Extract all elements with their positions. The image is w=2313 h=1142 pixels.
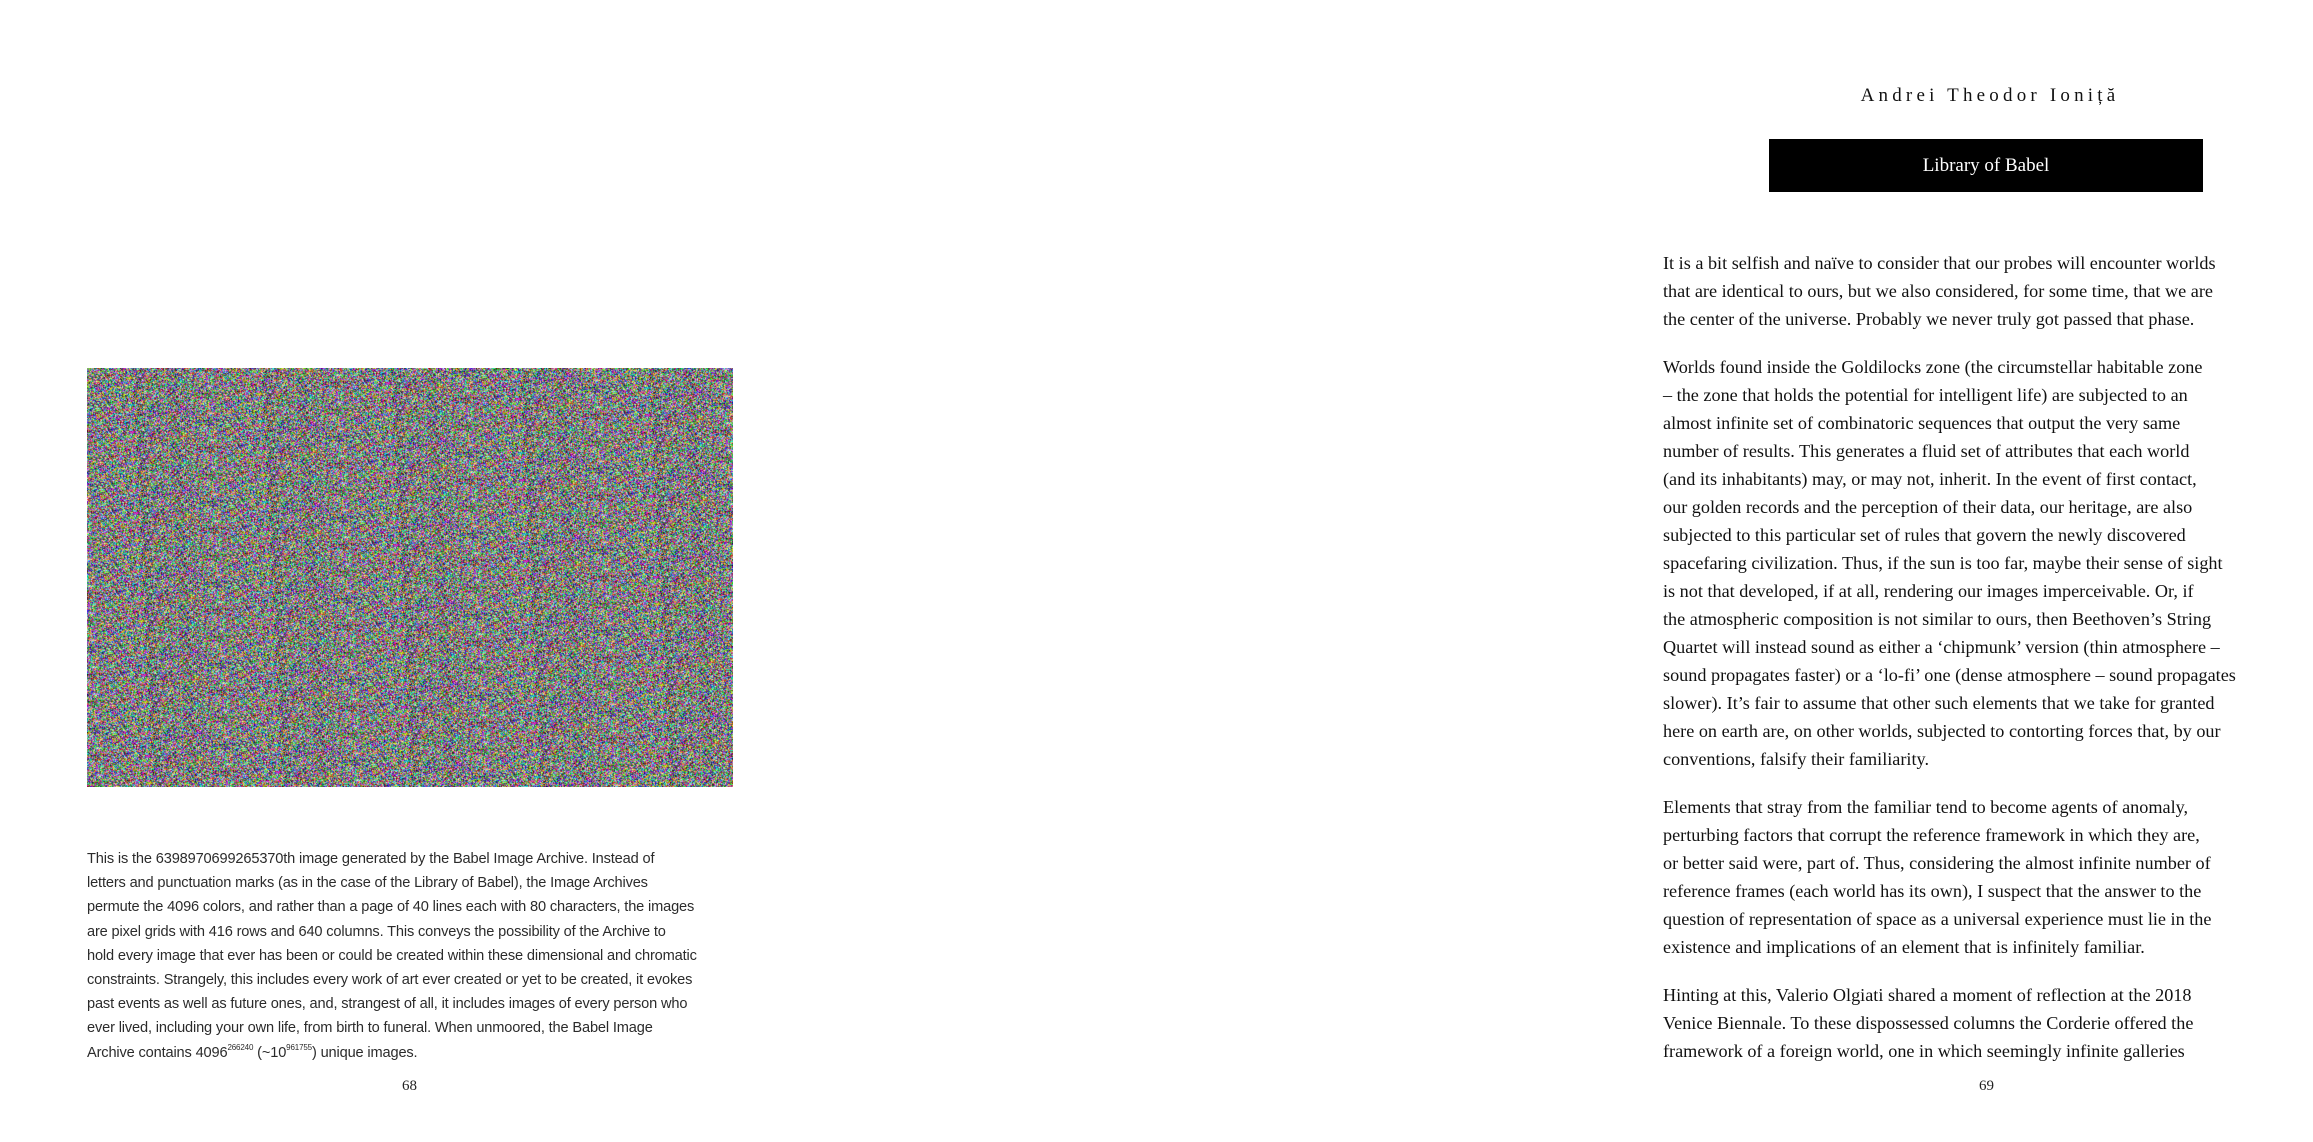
body-line: that are identical to ours, but we also considered, for some time, that we are [1663, 281, 2213, 301]
body-paragraph [1663, 793, 2313, 961]
body-line: Quartet will instead sound as either a ‘chipmunk’ version (thin atmosphere – [1663, 637, 2220, 657]
body-line: (and its inhabitants) may, or may not, inherit. In the event of first contact, [1663, 469, 2197, 489]
body-line: sound propagates faster) or a ‘lo-fi’ one (dense atmosphere – sound propagates [1663, 665, 2236, 685]
caption-line: constraints. Strangely, this includes every work of art ever created or yet to be created, it evokes [87, 972, 693, 989]
right-page [796, 0, 2236, 1142]
caption-line: ever lived, including your own life, from birth to funeral. When unmoored, the Babel Image [87, 1020, 653, 1037]
caption-line: permute the 4096 colors, and rather than a page of 40 lines each with 80 characters, the images [87, 899, 695, 916]
body-line: or better said were, part of. Thus, considering the almost infinite number of [1663, 853, 2211, 873]
body-line: slower). It’s fair to assume that other such elements that we take for granted [1663, 693, 2215, 713]
noise-canvas [87, 368, 733, 787]
body-line: Elements that stray from the familiar tend to become agents of anomaly, [1663, 797, 2189, 817]
body-line: question of representation of space as a universal experience must lie in the [1663, 909, 2212, 929]
caption-last-line: Archive contains $4096^{266240}$ $(\sim 10^{961755})$ unique images. [87, 1042, 418, 1061]
body-line: perturbing factors that corrupt the reference framework in which they are, [1663, 825, 2200, 845]
body-line: existence and implications of an element that is infinitely familiar. [1663, 937, 2145, 957]
left-page [0, 0, 796, 1142]
page-number-right: 69 [1979, 1078, 1994, 1094]
image-caption [87, 847, 735, 1065]
section-title-label: Library of Babel [1922, 154, 2050, 176]
body-line: It is a bit selfish and naïve to consider that our probes will encounter worlds [1663, 253, 2216, 273]
body-line: Hinting at this, Valerio Olgiati shared a moment of reflection at the 2018 [1663, 985, 2192, 1005]
body-line: the atmospheric composition is not similar to ours, then Beethoven’s String [1663, 609, 2212, 629]
babel-noise-image [87, 368, 733, 787]
body-line: subjected to this particular set of rules that govern the newly discovered [1663, 525, 2186, 545]
body-paragraph [1663, 249, 2313, 333]
section-title [1769, 139, 2203, 192]
body-text [1663, 249, 2313, 1085]
body-line: Venice Biennale. To these dispossessed columns the Corderie offered the [1663, 1013, 2194, 1033]
caption-line: This is the 6398970699265370th image generated by the Babel Image Archive. Instead of [87, 851, 655, 867]
body-line: our golden records and the perception of their data, our heritage, are also [1663, 497, 2193, 517]
author-name: Andrei Theodor Ioniță [1860, 85, 2120, 106]
body-line: – the zone that holds the potential for intelligent life) are subjected to an [1663, 385, 2188, 405]
body-line: conventions, falsify their familiarity. [1663, 749, 1930, 769]
caption-line: past events as well as future ones, and, strangest of all, it includes images of every person who [87, 996, 688, 1013]
body-paragraph [1663, 981, 2313, 1065]
caption-line: hold every image that ever has been or could be created within these dimensional and chromatic [87, 947, 697, 964]
caption-line: are pixel grids with 416 rows and 640 columns. This conveys the possibility of the Archive to [87, 923, 666, 940]
body-line: framework of a foreign world, one in which seemingly infinite galleries [1663, 1041, 2185, 1061]
body-line: is not that developed, if at all, rendering our images imperceivable. Or, if [1663, 581, 2194, 601]
body-paragraph [1663, 353, 2313, 773]
page-number-left: 68 [402, 1078, 417, 1094]
body-line: reference frames (each world has its own), I suspect that the answer to the [1663, 881, 2202, 901]
caption-line: letters and punctuation marks (as in the case of the Library of Babel), the Image Archives [87, 875, 648, 892]
caption-lines [87, 847, 735, 1041]
body-line: Worlds found inside the Goldilocks zone (the circumstellar habitable zone [1663, 357, 2203, 377]
body-line: spacefaring civilization. Thus, if the sun is too far, maybe their sense of sight [1663, 553, 2223, 573]
body-line: number of results. This generates a fluid set of attributes that each world [1663, 441, 2190, 461]
body-line: the center of the universe. Probably we never truly got passed that phase. [1663, 309, 2195, 329]
body-line: almost infinite set of combinatoric sequences that output the very same [1663, 413, 2181, 433]
body-line: here on earth are, on other worlds, subjected to contorting forces that, by our [1663, 721, 2221, 741]
